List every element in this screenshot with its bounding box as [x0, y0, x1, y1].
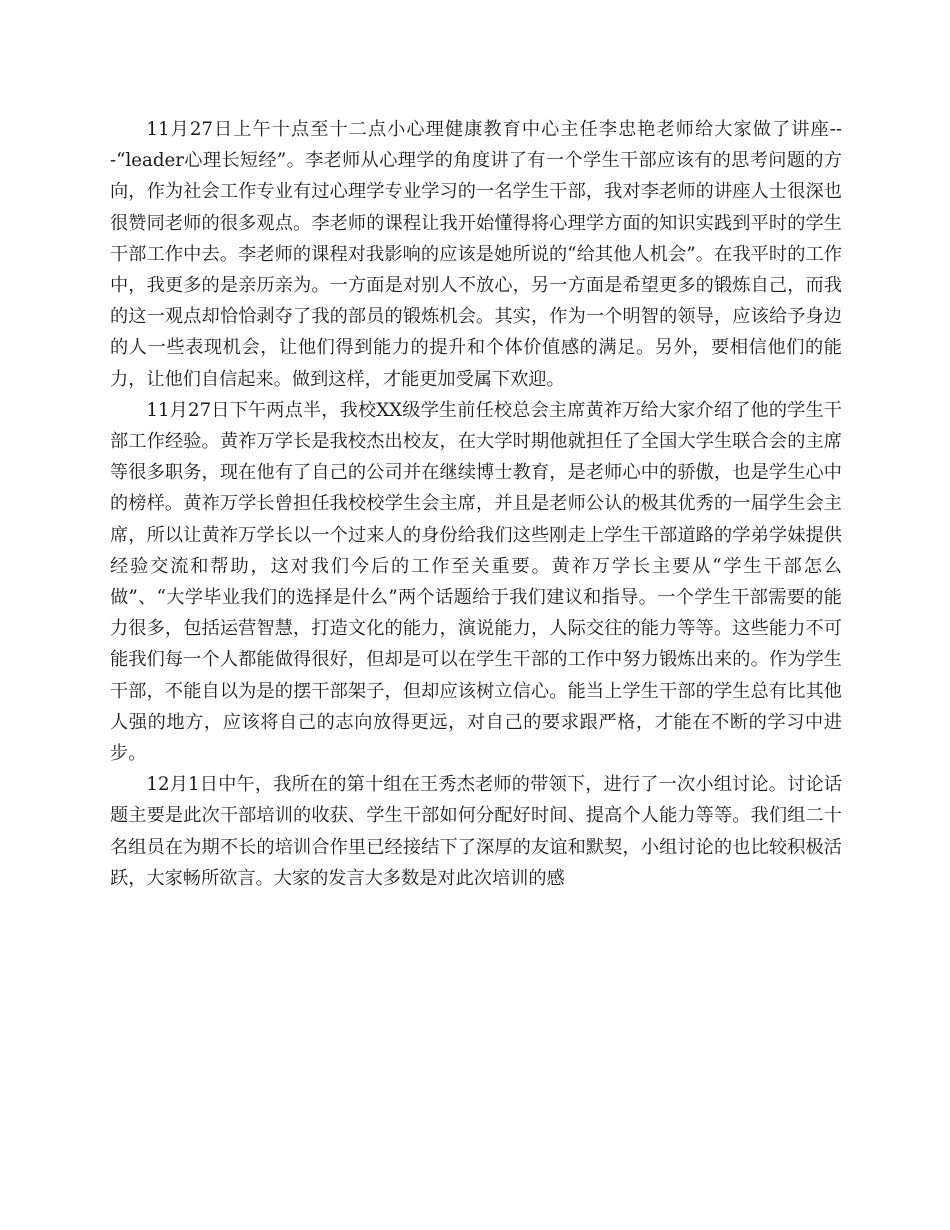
- paragraph-psychology-lecture: 11月27日上午十点至十二点小心理健康教育中心主任李忠艳老师给大家做了讲座---“leader心理长短经”。李老师从心理学的角度讲了有一个学生干部应该有的思考问题的方向，作为社会工作专业有过心理学专业学习的一名学生干部，我对李老师的讲座人士很深也很赞同老师的很多观点。李老师的课程让我开始懂得将心理学方面的知识实践到平时的学生干部工作中去。李老师的课程对我影响的应该是她所说的“给其他人机会”。在我平时的工作中，我更多的是亲历亲为。一方面是对别人不放心，另一方面是希望更多的锻炼自己，而我的这一观点却恰恰剥夺了我的部员的锻炼机会。其实，作为一个明智的领导，应该给予身边的人一些表现机会，让他们得到能力的提升和个体价值感的满足。另外，要相信他们的能力，让他们自信起来。做到这样，才能更加受属下欢迎。: [110, 119, 842, 390]
- paragraph-group-discussion: 12月1日中午，我所在的第十组在王秀杰老师的带领下，进行了一次小组讨论。讨论话题主要是此次干部培训的收获、学生干部如何分配好时间、提高个人能力等等。我们组二十名组员在为期不长的培训合作里已经接结下了深厚的友谊和默契，小组讨论的也比较积极活跃，大家畅所欲言。大家的发言大多数是对此次培训的感: [110, 774, 842, 889]
- document-body: [110, 114, 842, 894]
- paragraph-alumni-experience: 11月27日下午两点半，我校XX级学生前任校总会主席黄祚万给大家介绍了他的学生干部工作经验。黄祚万学长是我校杰出校友，在大学时期他就担任了全国大学生联合会的主席等很多职务，现在他有了自己的公司并在继续博士教育，是老师心中的骄傲，也是学生心中的榜样。黄祚万学长曾担任我校校学生会主席，并且是老师公认的极其优秀的一届学生会主席，所以让黄祚万学长以一个过来人的身份给我们这些刚走上学生干部道路的学弟学妹提供经验交流和帮助，这对我们今后的工作至关重要。黄祚万学长主要从“学生干部怎么做”、“大学毕业我们的选择是什么”两个话题给于我们建议和指导。一个学生干部需要的能力很多，包括运营智慧，打造文化的能力，演说能力，人际交往的能力等等。这些能力不可能我们每一个人都能做得很好，但却是可以在学生干部的工作中努力锻炼出来的。作为学生干部，不能自以为是的摆干部架子，但却应该树立信心。能当上学生干部的学生总有比其他人强的地方，应该将自己的志向放得更远，对自己的要求跟严格，才能在不断的学习中进步。: [110, 399, 842, 765]
